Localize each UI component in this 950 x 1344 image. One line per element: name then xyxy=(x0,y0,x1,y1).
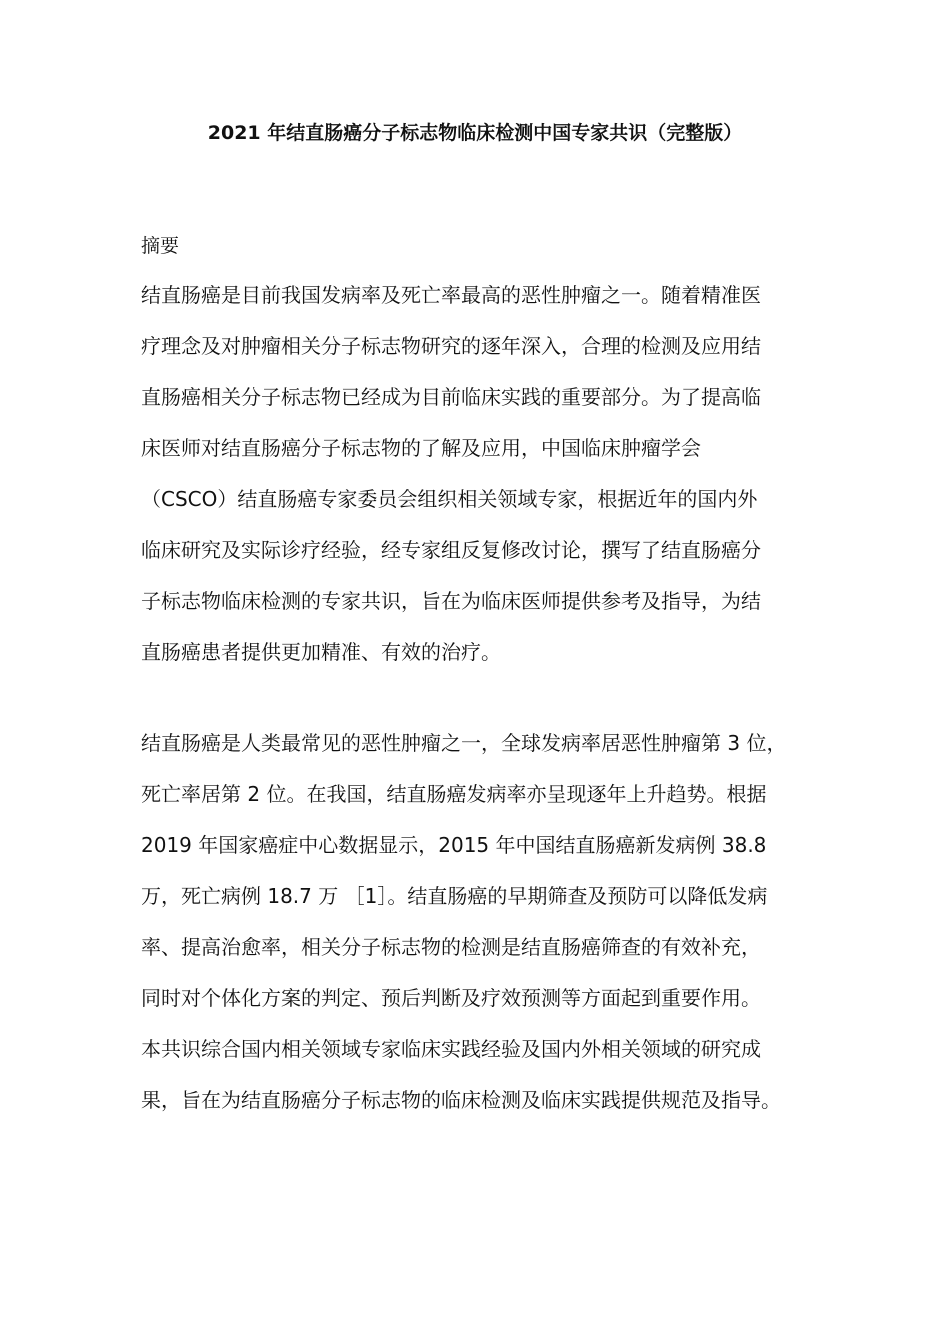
paragraph-line: 子标志物临床检测的专家共识，旨在为临床医师提供参考及指导，为结 xyxy=(141,589,761,613)
paragraph-line: 本共识综合国内相关领域专家临床实践经验及国内外相关领域的研究成 xyxy=(141,1037,761,1061)
paragraph-line: 同时对个体化方案的判定、预后判断及疗效预测等方面起到重要作用。 xyxy=(141,986,761,1010)
paragraph-line: 疗理念及对肿瘤相关分子标志物研究的逐年深入，合理的检测及应用结 xyxy=(141,334,761,358)
paragraph-line: 果，旨在为结直肠癌分子标志物的临床检测及临床实践提供规范及指导。 xyxy=(141,1088,781,1112)
paragraph-line: 床医师对结直肠癌分子标志物的了解及应用，中国临床肿瘤学会 xyxy=(141,436,701,460)
paragraph-line: 结直肠癌是目前我国发病率及死亡率最高的恶性肿瘤之一。随着精准医 xyxy=(141,283,761,307)
document-title: 2021 年结直肠癌分子标志物临床检测中国专家共识（完整版） xyxy=(207,122,743,144)
paragraph-line: 直肠癌相关分子标志物已经成为目前临床实践的重要部分。为了提高临 xyxy=(141,385,761,409)
paragraph-line: 2019 年国家癌症中心数据显示，2015 年中国结直肠癌新发病例 38.8 xyxy=(141,833,767,857)
abstract-heading: 摘要 xyxy=(141,235,180,257)
abstract-paragraph xyxy=(141,280,811,688)
paragraph-line: 死亡率居第 2 位。在我国，结直肠癌发病率亦呈现逐年上升趋势。根据 xyxy=(141,782,767,806)
paragraph-line: 率、提高治愈率，相关分子标志物的检测是结直肠癌筛查的有效补充， xyxy=(141,935,761,959)
paragraph-line: 结直肠癌是人类最常见的恶性肿瘤之一，全球发病率居恶性肿瘤第 3 位， xyxy=(141,731,787,755)
paragraph-line: （CSCO）结直肠癌专家委员会组织相关领域专家，根据近年的国内外 xyxy=(141,487,758,511)
body-paragraph xyxy=(141,728,811,1136)
paragraph-line: 万，死亡病例 18.7 万 ［1］。结直肠癌的早期筛查及预防可以降低发病 xyxy=(141,884,768,908)
paragraph-line: 直肠癌患者提供更加精准、有效的治疗。 xyxy=(141,640,501,664)
paragraph-line: 临床研究及实际诊疗经验，经专家组反复修改讨论，撰写了结直肠癌分 xyxy=(141,538,761,562)
